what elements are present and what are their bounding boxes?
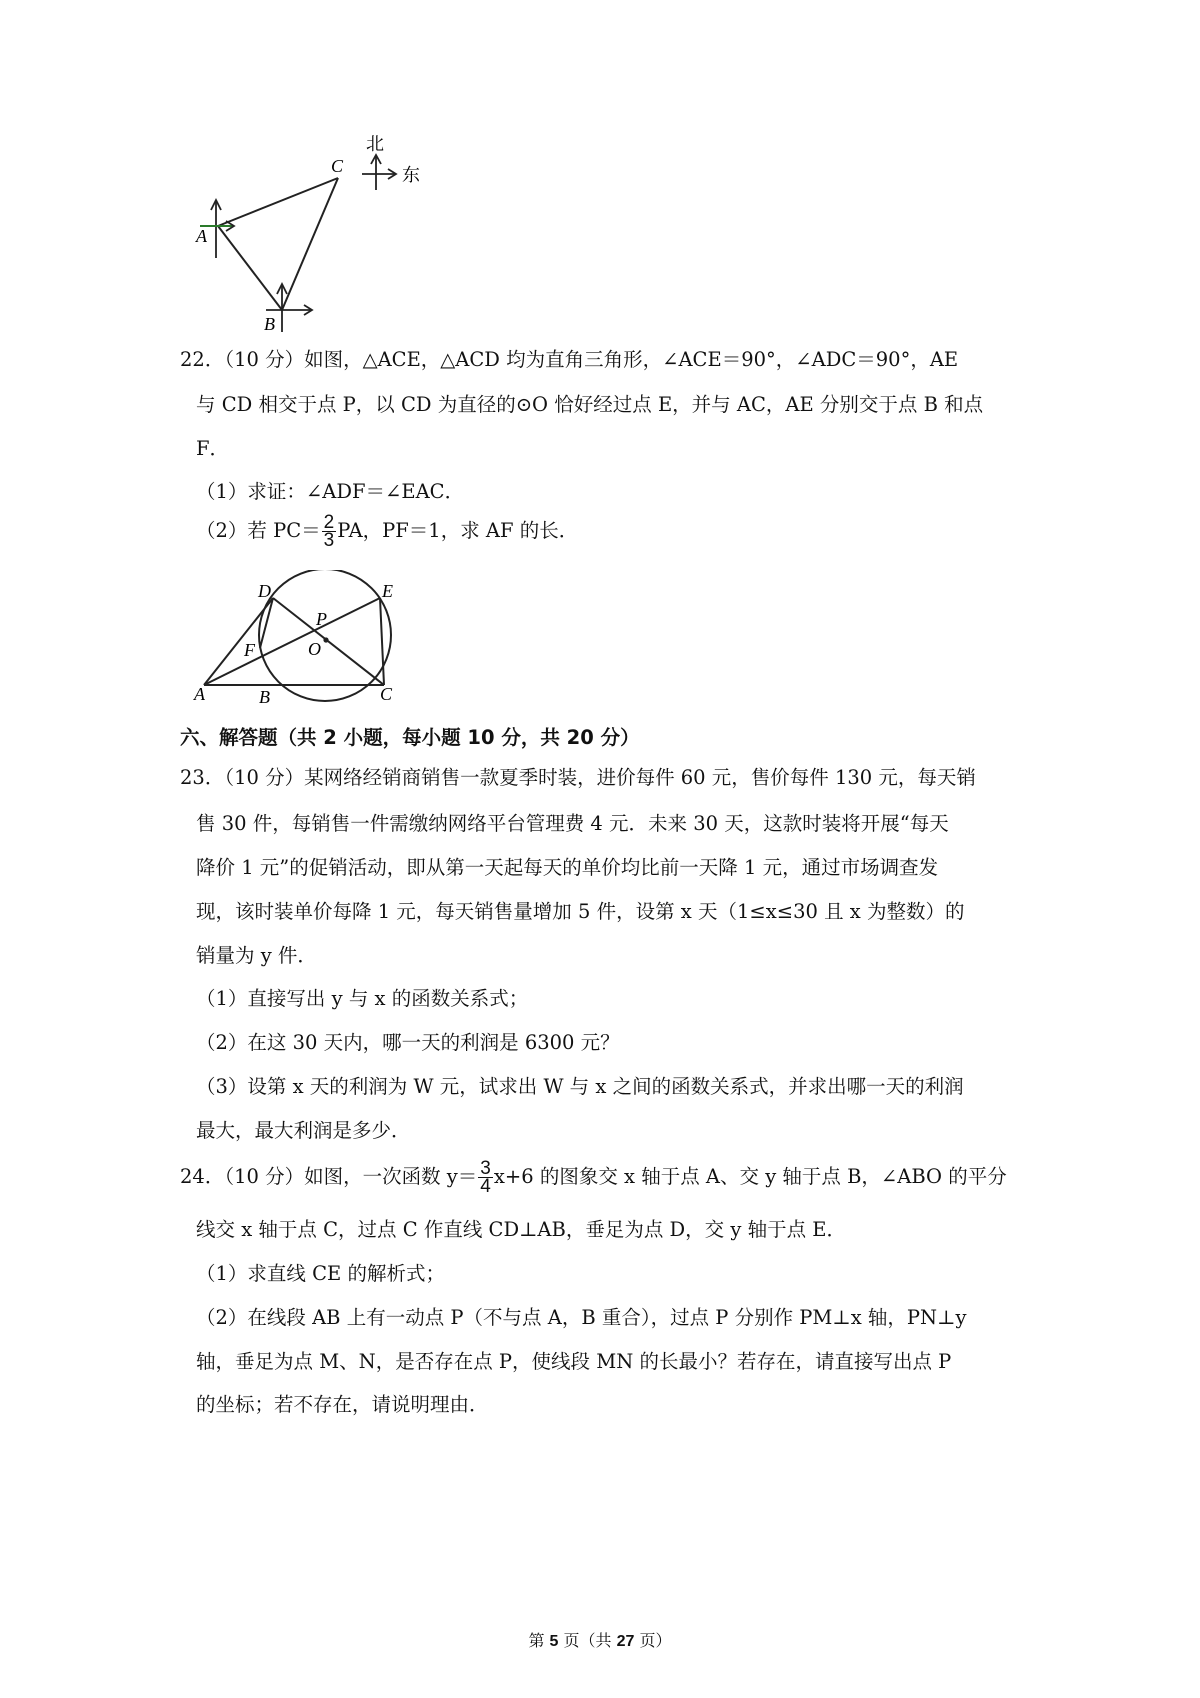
fraction-denominator: 4 [480,1176,491,1197]
q23-stem-line1: 23．（10 分）某网络经销商销售一款夏季时装，进价每件 60 元，售价每件 130 元，每天销 [180,766,976,789]
footer-text-mid: 页（共 [558,1631,617,1650]
point-b-label: B [259,687,270,705]
point-f-label: F [244,640,255,660]
section-heading-6: 六、解答题（共 2 小题，每小题 10 分，共 20 分） [180,726,640,749]
q24-fraction [478,1160,493,1195]
q23-stem-line4: 现，该时装单价每降 1 元，每天销售量增加 5 件，设第 x 天（1≤x≤30 且 x 为整数）的 [196,900,965,923]
q24-stem-line1 [180,1160,1040,1195]
fraction-numerator: 2 [323,512,335,533]
q24-part2: （2）在线段 AB 上有一动点 P（不与点 A，B 重合），过点 P 分别作 PM⊥x 轴，PN⊥y [196,1306,967,1329]
point-o-label: O [308,639,321,659]
q22-stem-line1: 22．（10 分）如图，△ACE，△ACD 均为直角三角形，∠ACE＝90°，∠ADC＝90°，AE [180,348,959,371]
q23-stem-line3: 降价 1 元”的促销活动，即从第一天起每天的单价均比前一天降 1 元，通过市场调查发 [196,856,939,879]
q24-text-b: x+6 的图象交 x 轴于点 A、交 y 轴于点 B，∠ABO 的平分 [493,1165,1007,1188]
point-d-label: D [258,581,271,601]
point-p-label: P [316,609,327,629]
point-c-label: C [331,156,344,176]
q22-stem-line2: 与 CD 相交于点 P，以 CD 为直径的⊙O 恰好经过点 E，并与 AC，AE 分别交于点 B 和点 [196,393,984,416]
page-footer [0,1628,1200,1651]
point-e-label: E [382,581,393,601]
fraction-numerator: 3 [480,1158,491,1179]
fraction-denominator: 3 [323,530,335,551]
q23-stem-line2: 售 30 件，每销售一件需缴纳网络平台管理费 4 元．未来 30 天，这款时装将开展“每天 [196,812,949,835]
q24-stem-line2: 线交 x 轴于点 C，过点 C 作直线 CD⊥AB，垂足为点 D，交 y 轴于点 E． [196,1218,847,1241]
point-c-label: C [380,684,393,704]
q24-part2-cont1: 轴，垂足为点 M、N，是否存在点 P，使线段 MN 的长最小？若存在，请直接写出点 P [196,1350,952,1373]
page-number: 5 [549,1633,559,1650]
point-a-label: A [194,684,205,704]
q23-part1: （1）直接写出 y 与 x 的函数关系式； [196,987,529,1010]
q23-part2: （2）在这 30 天内，哪一天的利润是 6300 元？ [196,1031,620,1054]
east-label: 东 [402,165,420,186]
figure-q21-direction-diagram [190,125,450,340]
q23-part3: （3）设第 x 天的利润为 W 元，试求出 W 与 x 之间的函数关系式，并求出哪一天的利润 [196,1075,964,1098]
q22-part2 [196,514,1056,549]
q22-stem-line3: F． [196,437,230,460]
point-a-label: A [196,226,207,246]
page-total: 27 [616,1633,635,1650]
q24-text-a: 24．（10 分）如图，一次函数 y＝ [180,1165,478,1188]
point-b-label: B [264,314,275,334]
q24-part2-cont2: 的坐标；若不存在，请说明理由． [196,1393,489,1416]
q22-part1: （1）求证：∠ADF＝∠EAC． [196,480,465,503]
footer-text-pre: 第 [528,1631,550,1650]
north-label: 北 [366,134,384,155]
q22-part2-text-b: PA，PF＝1，求 AF 的长． [337,519,579,542]
figure-q22-circle-diagram [190,570,420,705]
q23-part3-cont: 最大，最大利润是多少． [196,1119,411,1142]
q22-fraction [322,514,337,549]
q23-stem-line5: 销量为 y 件． [196,944,317,967]
q24-part1: （1）求直线 CE 的解析式； [196,1262,445,1285]
footer-text-post: 页） [634,1631,672,1650]
q22-part2-text-a: （2）若 PC＝ [196,519,321,542]
